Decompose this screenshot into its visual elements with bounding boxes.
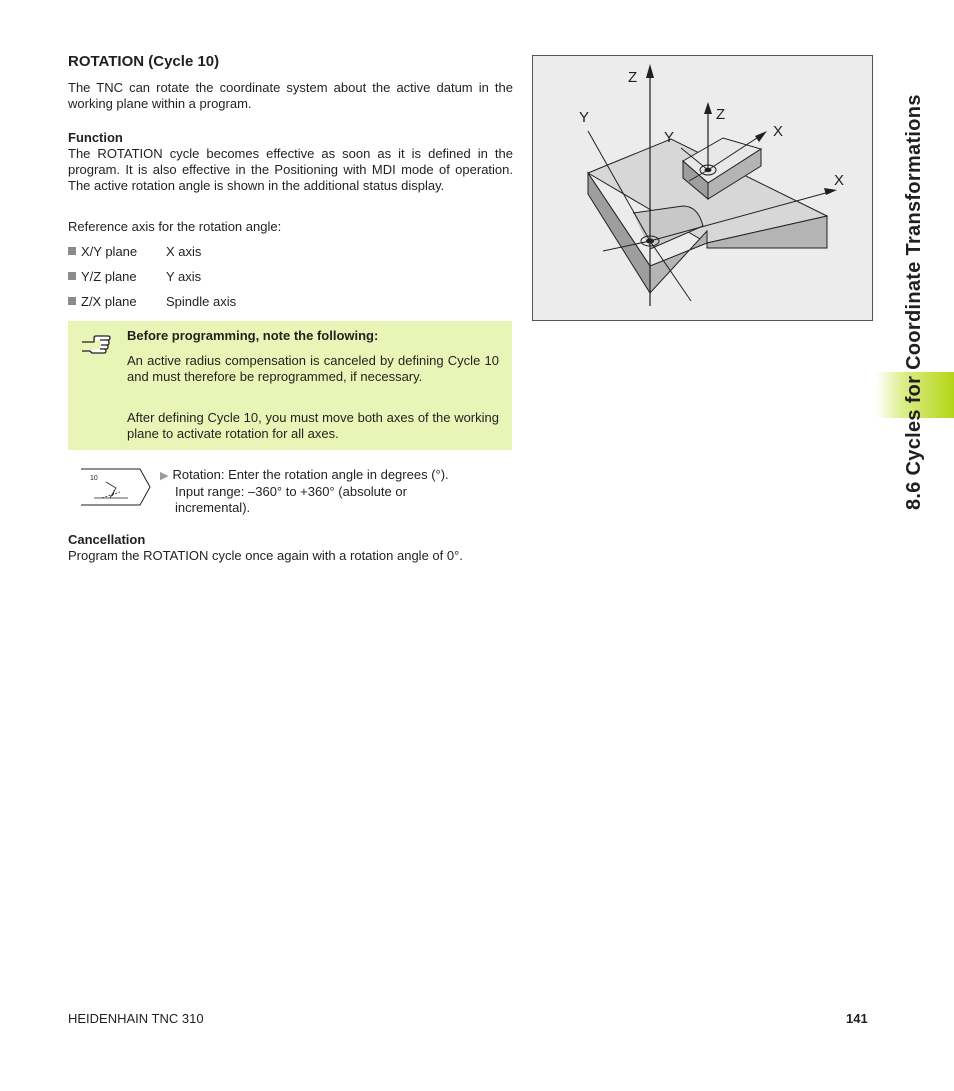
rotation-diagram — [533, 56, 872, 320]
label-y-main: Y — [579, 109, 590, 126]
rotation-line: Input range: –360° to +360° (absolute or — [175, 484, 407, 499]
pointing-hand-icon — [80, 333, 114, 360]
plane-list-item — [68, 294, 236, 309]
softkey-label: 10 — [90, 475, 98, 482]
rotation-input-description — [160, 467, 500, 516]
label-z-rotated: Z — [716, 106, 726, 123]
plane-name: X/Y plane — [81, 244, 138, 259]
rotation-line: incremental). — [175, 500, 251, 515]
note-paragraph: After defining Cycle 10, you must move both axes of the working plane to activate rotation for all axes. — [127, 410, 499, 441]
triangle-right-icon: ▶ — [160, 470, 169, 482]
note-heading: Before programming, note the following: — [127, 328, 379, 343]
label-x-rotated: X — [773, 123, 784, 140]
bullet-square-icon — [68, 272, 76, 280]
section-title: ROTATION (Cycle 10) — [68, 53, 220, 70]
function-heading: Function — [68, 130, 123, 145]
reference-axis-label: Reference axis for the rotation angle: — [68, 219, 282, 234]
function-paragraph: The ROTATION cycle becomes effective as soon as it is defined in the program. It is also effective in the Positioning with MDI mode of operation. The active rotation angle is shown in the additional status display. — [68, 146, 513, 193]
plane-axis: Spindle axis — [166, 294, 237, 309]
footer-product: HEIDENHAIN TNC 310 — [68, 1011, 204, 1026]
note-paragraph: An active radius compensation is canceled by defining Cycle 10 and must therefore be reprogrammed, if necessary. — [127, 353, 499, 384]
cancellation-heading: Cancellation — [68, 532, 146, 547]
label-x-main: X — [834, 172, 845, 189]
page-number: 141 — [846, 1011, 868, 1026]
label-z-main: Z — [628, 69, 638, 86]
plane-name: Y/Z plane — [81, 269, 137, 284]
rotation-figure — [532, 55, 873, 321]
chapter-side-title: 8.6 Cycles for Coordinate Transformations — [903, 94, 925, 510]
plane-list-item — [68, 269, 201, 284]
label-y-rotated: Y — [664, 129, 675, 146]
plane-axis: Y axis — [166, 269, 202, 284]
plane-name: Z/X plane — [81, 294, 137, 309]
note-box — [68, 321, 512, 450]
bullet-square-icon — [68, 247, 76, 255]
plane-axis: X axis — [166, 244, 202, 259]
rotation-line: Rotation: Enter the rotation angle in degrees (°). — [172, 467, 449, 482]
rotation-cycle-softkey-icon — [80, 468, 152, 511]
intro-paragraph: The TNC can rotate the coordinate system about the active datum in the working plane within a program. — [68, 80, 513, 111]
bullet-square-icon — [68, 297, 76, 305]
cancellation-paragraph: Program the ROTATION cycle once again with a rotation angle of 0°. — [68, 548, 463, 563]
plane-list-item — [68, 244, 201, 259]
